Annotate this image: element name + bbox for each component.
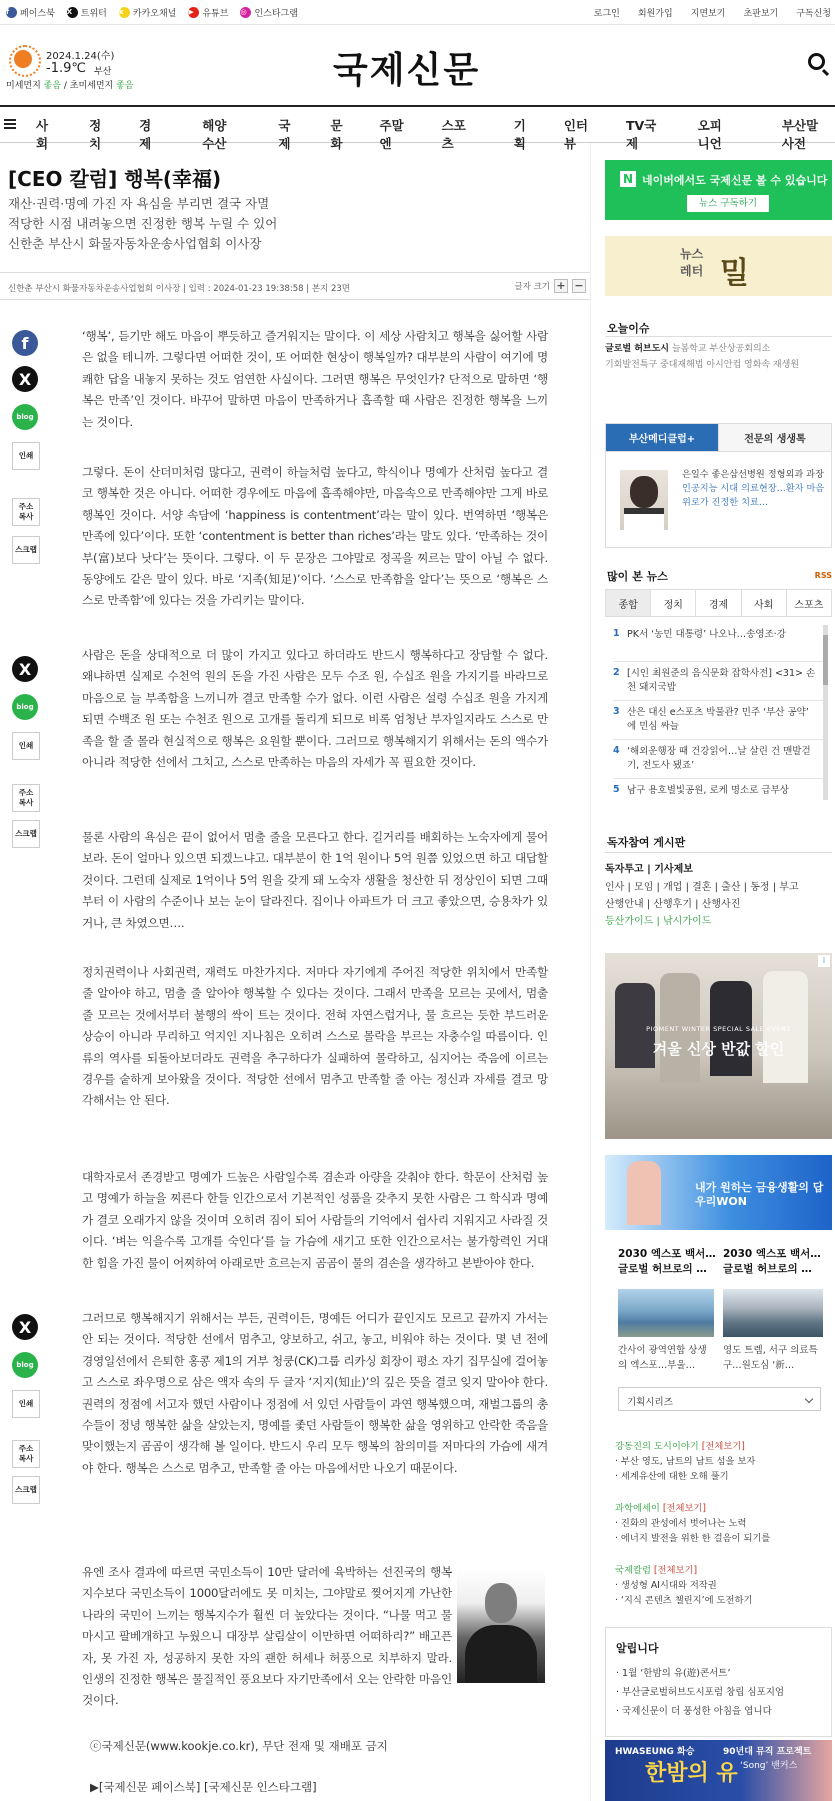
board-row[interactable]: 산행안내 | 산행후기 | 산행사진	[605, 899, 741, 910]
card-image	[723, 1289, 823, 1337]
tab-doctor-talk[interactable]: 전문의 생생톡	[718, 424, 831, 451]
bullet-icon: ·	[615, 1580, 621, 1591]
youtube-icon: ▶	[188, 7, 199, 18]
subtitle-line: 신한춘 부산시 화물자동차운송사업협회 이사장	[8, 236, 262, 251]
newsletter-label: 뉴스 레터	[680, 247, 704, 278]
article-paragraph: 물론 사람의 욕심은 끝이 없어서 멈출 줄을 모른다고 한다. 길거리를 배회하는 노숙자에게 물어보라. 돈이 얼마나 있으면 되겠느냐고. 대부분이 한 1억 원이나 5억 원쯤 있었으면 하고 대답할 것이다. 그런데 실제로 1억이나 5억 원을 갖게 돼 노숙자 생활을 청산한 뒤 정상인이 되면 그때부터 이 사람의 수준이나 보는 눈이 달라진다. 집이나 아파트가 더 크고 좋았으면, 승용차가 있거나, 큰 차였으면….	[82, 830, 548, 930]
series-list	[605, 1440, 832, 1606]
article-paragraph: 대학자로서 존경받고 명예가 드높은 사람일수록 겸손과 아량을 갖춰야 한다. 학문이 산처럼 높고 명예가 하늘을 찌른다 한들 인간으로서 기본적인 성품을 갖추지 못한 사람은 그 학식과 명예가 결코 오래가지 않을 것이며 오히려 짐이 되어 사람들의 기억에서 쉽사리 지워지고 사라질 것이다. ‘벼는 익을수록 고개를 숙인다’를 늘 가슴에 새기고 또한 인간으로서는 불가항력인 거대한 힘을 가진 물이 어찌하여 아래로만 흐르는지 곰곰이 물의 겸손을 생각하고 본받아야 한다.	[82, 1170, 548, 1270]
bullet-icon: ·	[616, 1687, 623, 1698]
twitter-icon: X	[67, 7, 78, 18]
divider	[613, 739, 827, 740]
popular-headline: ‘해외운행장 때 건강읽어…날 살린 건 맨발걷기, 전도사 됐죠’	[627, 746, 811, 771]
article-paragraph: ‘행복’, 듣기만 해도 마음이 뿌듯하고 즐거워지는 말이다. 이 세상 사람치고 행복을 싫어할 사람은 없을 테니까. 그렇다면 어떠한 것이, 또 어떠한 현상이 행복일까? 대부분의 사람이 여기에 명쾌한 답을 내놓지 못하는 것도 엄연한 사실이다. 그러면 행복은 무엇인가? 단적으로 말하면 ‘행복은 만족’인 것이다. 바꾸어 말하면 마음이 만족하거나 흡족할 때 사람은 진정한 행복을 느끼는 것이다.	[82, 329, 548, 429]
account-links	[594, 6, 831, 19]
popular-item[interactable]	[613, 784, 817, 798]
popular-tabs	[605, 589, 832, 617]
divider	[605, 336, 832, 337]
popular-headline: 산은 대신 e스포츠 박물관? 민주 ‘부산 공약’ 에 민심 싸늘	[627, 707, 809, 732]
issue-row[interactable]: 글로벌 허브도시 늘봄학교 부산상공회의소	[605, 344, 771, 354]
bullet-icon: ·	[615, 1518, 621, 1529]
board-row[interactable]: 등산가이드 | 낚시가이드	[605, 916, 712, 927]
ad-headline: 내가 원하는 금융생활의 답 우리WON	[695, 1181, 824, 1208]
popular-tab[interactable]: 정치	[650, 590, 695, 616]
byline-text: 신한춘 부산시 화물자동차운송사업협회 이사장 | 입력 : 2024-01-23 19:38:58 | 본지 23면	[8, 284, 350, 294]
article-paragraph: 정치권력이나 사회권력, 재력도 마찬가지다. 저마다 자기에게 주어진 적당한 위치에서 만족할 줄 알아야 하고, 멈출 줄 알아야 행복할 수 있다는 것이다. 그래서 만족을 모르는 곳에서, 멈출 줄 모르는 것에서부터 불행의 싹이 트는 것이다. 전혀 자연스럽거나, 물 흐르는 듯한 부드러운 상승이 아니라 무리하고 억지인 지나침은 오히려 스스로 몰락을 부르는 자충수일 따름이다. 인류의 역사를 되돌아보더라도 권력을 추구하다가 실패하여 몰락하고, 심지어는 죽음에 이르는 경우를 숱하게 보아왔을 것이다. 적당한 선에서 멈추고 만족할 줄 아는 정신과 자세를 결코 망각해서는 안 된다.	[82, 965, 548, 1108]
scrap-button[interactable]: 스크랩	[12, 820, 40, 848]
nav-item[interactable]: 정치	[89, 118, 102, 151]
instagram-icon: ◎	[240, 7, 251, 18]
nav-item[interactable]: 사회	[36, 118, 49, 151]
copyright-notice: ⓒ국제신문(www.kookje.co.kr), 무단 전재 및 재배포 금지	[90, 1739, 388, 1753]
bank-ad[interactable]	[605, 1155, 832, 1230]
popular-headline: [시인 최원준의 음식문화 잡학사전] <31> 손천 돼지국밥	[627, 668, 816, 693]
issue-row[interactable]: 기회발전특구 중대재해법 아시안컵 영화속 재생원	[605, 360, 800, 370]
social-link-label: 카카오채널	[132, 9, 177, 19]
reader-board-title: 독자참여 게시판	[607, 836, 686, 849]
search-icon[interactable]	[808, 53, 825, 70]
nav-item[interactable]: TV국제	[625, 118, 657, 151]
divider	[613, 778, 827, 779]
ad-subtext: PIOMENT WINTER SPECIAL SALE EVENT	[646, 1025, 791, 1033]
popular-headline: 남구 용호별빛공원, 로케 명소로 급부상	[627, 785, 789, 796]
scrap-button[interactable]: 스크랩	[12, 536, 40, 564]
notice-box	[605, 1627, 832, 1737]
board-row[interactable]: 독자투고 | 기사제보	[605, 864, 693, 875]
article-title: [CEO 칼럼] 행복(幸福)	[8, 167, 222, 191]
account-link[interactable]: 회원가입	[637, 9, 673, 19]
board-row[interactable]: 인사 | 모임 | 개업 | 결혼 | 출산 | 동정 | 부고	[605, 882, 799, 893]
article-paragraph: 그렇다. 돈이 산더미처럼 많다고, 권력이 하늘처럼 높다고, 학식이나 명예가 산처럼 높다고 결코 행복한 것은 아니다. 어떠한 경우에도 마음에 흡족해야만, 마음속으로 만족해야만 그게 바로 행복인 것이다. 서양 속담에 ‘happiness is contentment’라는 말이 있다. 번역하면 ‘행복은 만족에 있다’이다. 또한 ‘contentment is better than riches’라는 말도 있다. ‘만족하는 것이 부(富)보다 낫다’는 뜻이다. 그렇다. 이 두 문장은 그야말로 정곡을 찌르는 말이 아닐 수 없다. 동양에도 같은 말이 있다. 바로 ‘지족(知足)’이다. ‘스스로 만족함을 알다’는 뜻으로 ‘행복은 스스로 만족함’에 있다는 것을 가리키는 말이다.	[82, 465, 548, 608]
social-link-label: 인스타그램	[254, 9, 298, 19]
blog-share-button[interactable]: blog	[12, 1352, 38, 1378]
social-link[interactable]	[188, 6, 228, 19]
account-link[interactable]: 로그인	[593, 9, 620, 19]
print-button[interactable]: 인쇄	[12, 732, 40, 760]
naver-banner-text: 네이버에서도 국제신문 볼 수 있습니다	[642, 174, 828, 187]
subtitle-line: 재산·권력·명예 가진 자 욕심을 부리면 결국 자멸	[8, 196, 270, 211]
font-size-label: 글자 크기	[514, 282, 550, 292]
account-link[interactable]: 구독신청	[796, 9, 831, 19]
nav-menu	[36, 116, 835, 152]
today-issue-list	[605, 341, 832, 373]
menu-icon[interactable]	[4, 119, 16, 129]
sun-icon	[14, 50, 32, 68]
popular-item[interactable]	[613, 706, 817, 734]
social-follow-links[interactable]: ▶[국제신문 페이스북] [국제신문 인스타그램]	[90, 1780, 317, 1794]
font-decrease-button[interactable]: −	[572, 279, 586, 293]
bullet-icon: ·	[616, 1706, 623, 1717]
copy-url-button[interactable]: 주소 복사	[12, 1440, 40, 1468]
subtitle-line: 적당한 시점 내려놓으면 진정한 행복 누릴 수 있어	[8, 216, 278, 231]
naver-icon: N	[620, 171, 636, 187]
concert-ad[interactable]	[605, 1740, 832, 1801]
scrap-button[interactable]: 스크랩	[12, 1476, 40, 1504]
nav-item[interactable]: 국제	[278, 118, 291, 151]
print-button[interactable]: 인쇄	[12, 442, 40, 470]
series-item[interactable]: · 진화의 관성에서 벗어나는 노력	[615, 1518, 747, 1529]
medi-club-box	[605, 423, 832, 548]
notice-title: 알립니다	[616, 1642, 659, 1655]
newsletter-banner[interactable]	[605, 236, 832, 296]
bullet-icon: ·	[616, 1668, 623, 1679]
series-heading[interactable]: 과학에세이 [전체보기]	[615, 1503, 707, 1514]
nav-item[interactable]: 문화	[330, 118, 343, 151]
weather-city[interactable]: 부산	[94, 67, 112, 77]
series-heading[interactable]: 국제칼럼 [전체보기]	[615, 1565, 698, 1576]
popular-scrollbar[interactable]	[823, 625, 828, 800]
social-link[interactable]	[240, 6, 297, 19]
account-link[interactable]: 초판보기	[743, 9, 779, 19]
main-navigation	[0, 105, 835, 151]
ad-brand: HWASEUNG 화승	[615, 1747, 695, 1757]
popular-rank: 5	[613, 784, 620, 795]
social-link-label: 유튜브	[202, 9, 229, 19]
popular-news-title: 많이 본 뉴스	[607, 570, 668, 583]
popular-tab[interactable]: 종합	[606, 590, 650, 616]
weather-date: 2024.1.24(수)	[46, 51, 115, 62]
divider	[613, 661, 827, 662]
popular-headline: PK서 ‘농민 대통령’ 나오나…송영조·강	[627, 629, 786, 640]
blog-share-button[interactable]: blog	[12, 694, 38, 720]
article-paragraph: 그러므로 행복해지기 위해서는 부든, 권력이든, 명예든 어디가 끝인지도 모르고 끝까지 가서는 안 되는 것이다. 적당한 선에서 멈추고, 양보하고, 쉬고, 놓고, 비워야 하는 것이다. 몇 년 전에 경영일선에서 은퇴한 홍콩 제1의 거부 청쿵(CK)그룹 리카싱 회장이 평소 자기 집무실에 걸어놓고 스스로 좌우명으로 삼은 액자 속의 두 글자 ‘지지(知止)’의 깊은 뜻을 결코 잊지 말아야 한다. 권력의 정점에 서고자 했던 사람이나 정점에 서 있던 사람들이 과연 행복했으며, 재벌그룹의 총수들이 정녕 행복한 삶을 살았는지, 명예를 좇던 사람들이 행복한 삶을 영위하고 안락한 죽음을 맞이했는지 곰곰이 생각해 볼 일이다. 반드시 우리 모두 행복의 참의미를 저마다의 가슴에 새겨야 한다. 행복은 스스로 멈추고, 만족할 줄 아는 마음에서만 나오기 때문이다.	[82, 1311, 548, 1475]
bullet-icon: ·	[615, 1456, 621, 1467]
social-links	[6, 6, 298, 19]
popular-item[interactable]	[613, 745, 817, 773]
popular-item[interactable]	[613, 628, 817, 642]
social-link[interactable]	[6, 6, 55, 19]
fashion-ad[interactable]	[605, 953, 832, 1139]
article-paragraph: 사람은 돈을 상대적으로 더 많이 가지고 있다고 하더라도 반드시 행복하다고 장담할 수 없다. 왜냐하면 실제로 수천억 원의 돈을 가진 사람은 모두 수조 원, 수십조 원을 가지기를 바라므로 마음으로 늘 부족함을 느끼니까 결코 만족할 수가 없다. 이런 사람은 설령 수십조 원을 가지게 되면 수백조 원 또는 수천조 원으로 고개를 돌리게 되므로 비록 엄청난 부자일지라도 스스로 만족을 할 줄 몰라 현실적으로 행복은 요원할 뿐이다. 그러므로 행복해지기 위해서는 돈의 액수가 아니라 적당한 선에서 그치고, 스스로 만족하는 마음의 자세가 꼭 필요한 것이다.	[82, 648, 548, 770]
ad-model	[627, 1161, 661, 1225]
series-heading[interactable]: 강동진의 도시이야기 [전체보기]	[615, 1441, 745, 1452]
series-item[interactable]: · 부산 영도, 남트의 남트 섬을 보자	[615, 1456, 756, 1467]
nav-item[interactable]: 경제	[139, 118, 152, 151]
rss-link[interactable]: RSS	[814, 571, 832, 580]
series-item[interactable]: · 세계유산에 대한 오해 풀기	[615, 1471, 729, 1482]
font-size-control	[514, 279, 586, 293]
card-image	[618, 1289, 714, 1337]
doctor-photo	[620, 470, 668, 530]
divider	[613, 700, 827, 701]
kakao-icon: k	[119, 7, 130, 18]
weather-temperature: -1.9℃	[46, 61, 86, 76]
bullet-icon: ·	[615, 1471, 621, 1482]
popular-rank: 1	[613, 628, 620, 639]
social-link[interactable]	[119, 6, 176, 19]
series-card[interactable]: 2030 엑스포 백서… 글로벌 허브로의 … 간사이 광역연합 상생의 엑스포…부울…	[618, 1248, 716, 1371]
copy-url-button[interactable]: 주소 복사	[12, 498, 40, 526]
ad-headline: 한밤의 유	[645, 1760, 738, 1786]
x-share-button[interactable]: X	[12, 656, 38, 682]
nav-item[interactable]: 인터뷰	[563, 118, 588, 151]
bullet-icon: ·	[615, 1595, 621, 1606]
social-link-label: 트위터	[80, 9, 107, 19]
nav-item[interactable]: 기획	[513, 118, 526, 151]
dust-level: 미세먼지 좋음 / 초미세먼지 좋음	[6, 81, 134, 91]
series-item[interactable]: · 에너지 발전을 위한 한 걸음이 되기를	[615, 1533, 771, 1544]
ad-subtext: 90년대 뮤직 프로젝트	[723, 1747, 812, 1757]
print-button[interactable]: 인쇄	[12, 1390, 40, 1418]
popular-rank: 3	[613, 706, 620, 717]
nav-item[interactable]: 오피니언	[697, 118, 722, 151]
popular-item[interactable]	[613, 667, 817, 695]
nav-item[interactable]: 부산말사전	[781, 118, 819, 151]
ad-subtext: ‘Song’ 밴커스	[740, 1761, 798, 1771]
column-divider	[590, 143, 591, 1801]
ad-info-icon[interactable]: i	[818, 955, 830, 967]
facebook-icon: f	[6, 7, 17, 18]
font-increase-button[interactable]: +	[554, 279, 568, 293]
article-paragraph: 유엔 조사 결과에 따르면 국민소득이 10만 달러에 육박하는 선진국의 행복지수보다 국민소득이 1000달러에도 못 미치는, 그야말로 찢어지게 가난한 나라의 국민이 느끼는 행복지수가 훨씬 더 높았다는 것이다. “나물 먹고 물 마시고 팔베개하고 누웠으니 대장부 살림살이 이만하면 어떠하리?” 배고픈 자, 못 가진 자, 성공하지 못한 자의 괜한 허세나 허풍으로 치부하지 말라. 인생의 진정한 행복은 물질적인 풍요보다 자기만족에서 오는 안락한 마음인 것이다.	[82, 1565, 452, 1708]
doctor-info[interactable]: 은일수 좋은삼선병원 정형외과 과장 인공지능 시대 의료현장…환자 마음 위로가 진정한 치료…	[682, 469, 825, 508]
popular-tab[interactable]: 사회	[741, 590, 786, 616]
today-issue-title: 오늘이슈	[607, 322, 650, 335]
naver-subscribe-banner[interactable]	[605, 160, 832, 220]
tab-medi-club[interactable]: 부산메디클럽+	[606, 424, 718, 451]
blog-share-button[interactable]: blog	[12, 404, 38, 430]
popular-tab[interactable]: 경제	[695, 590, 740, 616]
notice-item[interactable]: · 국제신문이 더 풍성한 아침을 엽니다	[616, 1706, 772, 1717]
series-item[interactable]: · 생성형 AI시대와 저작권	[615, 1580, 717, 1591]
series-card[interactable]: 2030 엑스포 백서… 글로벌 허브로의 … 영도 트렘, 서구 의료특구…원도심 ‘新…	[723, 1247, 823, 1277]
top-utility-bar	[0, 0, 835, 25]
copy-url-button[interactable]: 주소 복사	[12, 784, 40, 812]
series-select[interactable]: 기획시리즈	[618, 1387, 821, 1411]
x-share-button[interactable]: X	[12, 366, 38, 392]
ad-headline: 겨울 신상 반값 할인	[652, 1040, 785, 1058]
notice-item[interactable]: · 부산글로벌허브도시포럼 창립 심포지엄	[616, 1687, 785, 1698]
bullet-icon: ·	[615, 1533, 621, 1544]
popular-rank: 4	[613, 745, 620, 756]
social-link-label: 페이스북	[20, 9, 55, 19]
nav-item[interactable]: 주말엔	[379, 118, 404, 151]
series-cards	[605, 1247, 832, 1407]
newsletter-brand: 밀	[720, 256, 749, 291]
site-logo[interactable]: 국제신문	[333, 49, 481, 91]
social-link[interactable]	[67, 6, 107, 19]
nav-item[interactable]: 해양수산	[202, 118, 227, 151]
series-item[interactable]: · ‘지식 콘텐츠 챌린지’에 도전하기	[615, 1595, 753, 1606]
popular-rank: 2	[613, 667, 620, 678]
article-subtitle	[8, 194, 277, 254]
weather-widget	[6, 44, 176, 94]
account-link[interactable]: 지면보기	[690, 9, 726, 19]
nav-item[interactable]: 스포츠	[441, 118, 466, 151]
popular-tab[interactable]: 스포츠	[786, 590, 831, 616]
article-byline	[0, 272, 590, 300]
facebook-share-button[interactable]: f	[12, 330, 38, 356]
news-subscribe-button[interactable]: 뉴스 구독하기	[687, 195, 769, 212]
author-photo	[457, 1569, 545, 1683]
x-share-button[interactable]: X	[12, 1314, 38, 1340]
notice-item[interactable]: · 1월 ‘한밤의 유(遊)콘서트’	[616, 1668, 731, 1679]
